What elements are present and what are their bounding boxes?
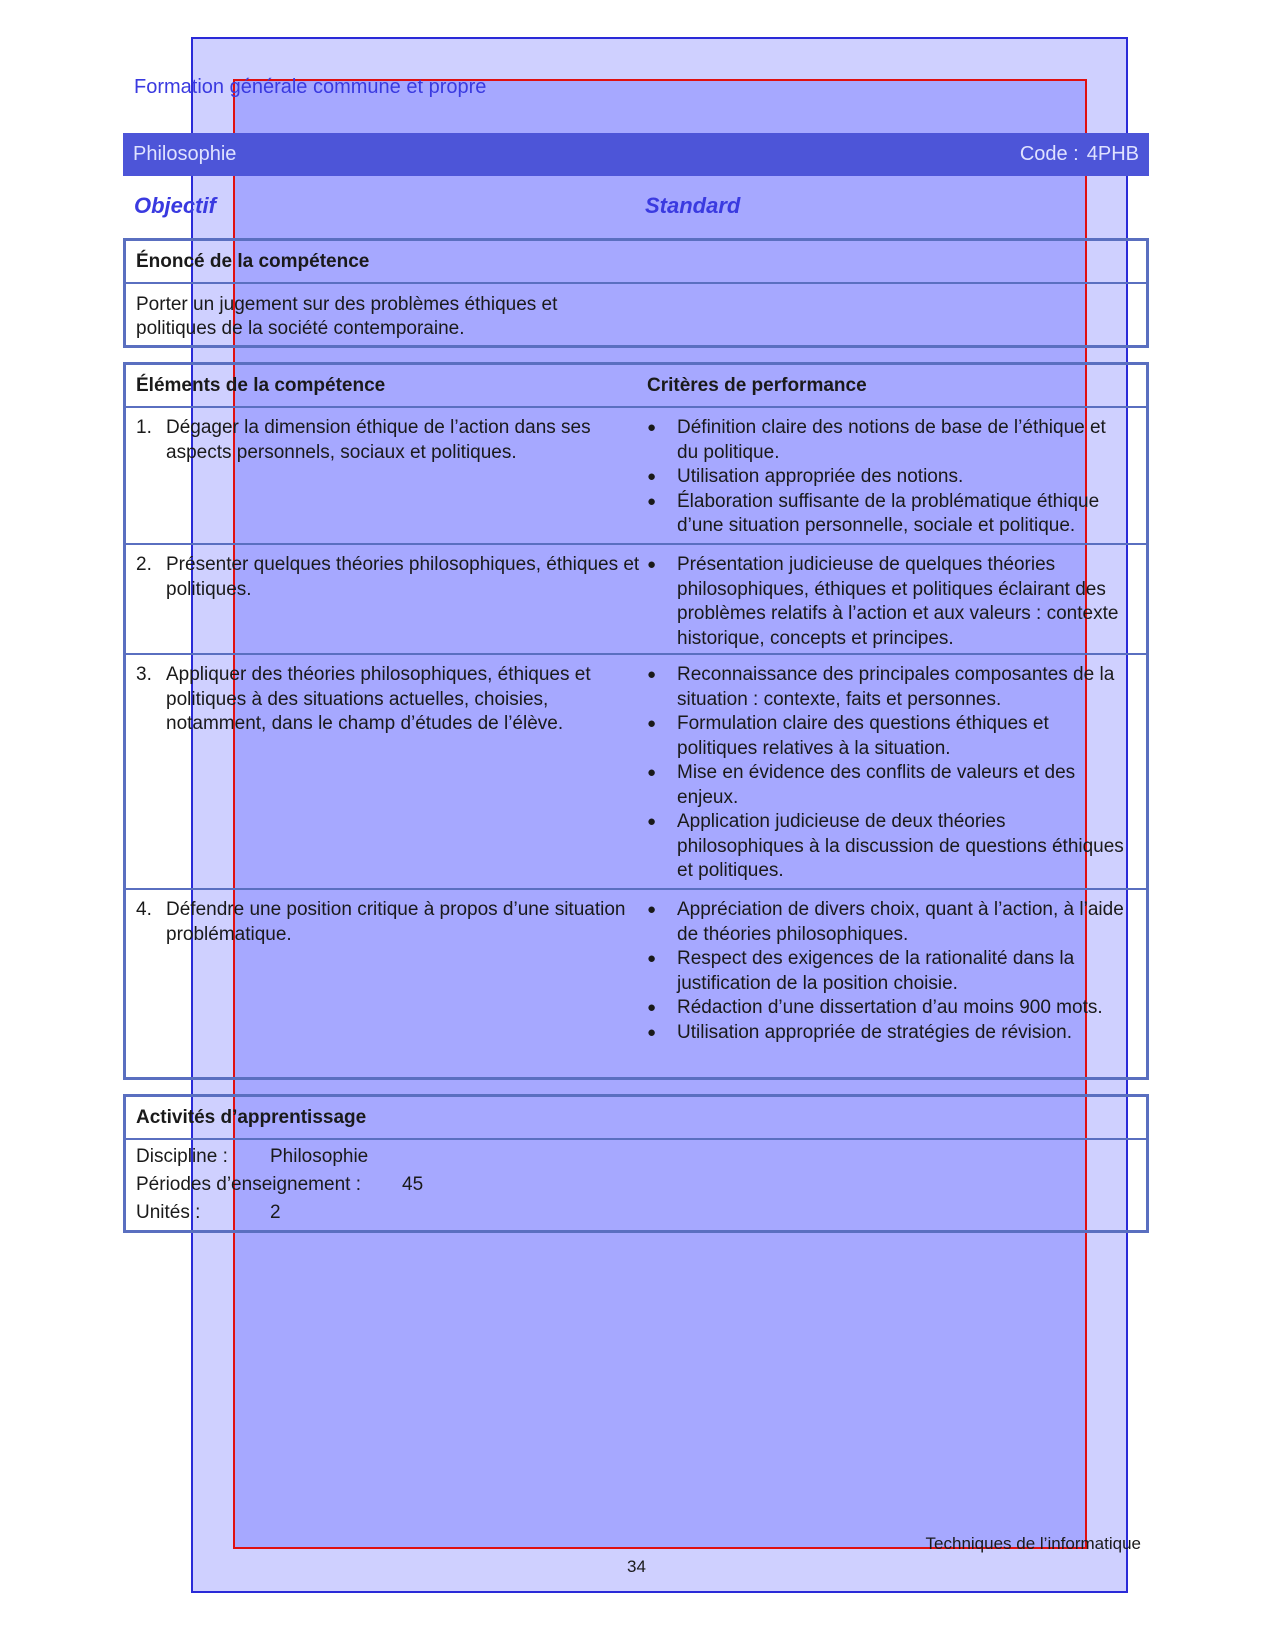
bullet-icon: ● [647, 468, 657, 485]
criteria-text: Respect des exigences de la rationalité dans la justification de la position choisie. [677, 948, 1075, 994]
table-row [126, 890, 1146, 1078]
activites-box [123, 1094, 1149, 1233]
criteria-item [647, 761, 1130, 810]
criteria-item [647, 553, 1130, 651]
criteria-list [647, 898, 1130, 1045]
standard-label: Standard [645, 193, 741, 218]
bullet-icon: ● [647, 813, 657, 830]
section-title: Formation générale commune et propre [134, 76, 487, 98]
criteria-cell [647, 663, 1136, 888]
element-number: 4. [136, 899, 152, 920]
enonce-text: Porter un jugement sur des problèmes éthiques et politiques de la société contemporaine. [136, 294, 558, 339]
element-cell [136, 416, 647, 543]
element-text: Dégager la dimension éthique de l’action dans ses aspects personnels, sociaux et politiques. [166, 417, 591, 463]
discipline-value: Philosophie [270, 1146, 369, 1167]
criteria-text: Utilisation appropriée des notions. [677, 466, 964, 487]
element-number: 1. [136, 417, 152, 438]
criteria-item [647, 416, 1130, 465]
criteria-list [647, 663, 1130, 884]
periodes-value: 45 [402, 1174, 424, 1195]
criteria-text: Présentation judicieuse de quelques théories philosophiques, éthiques et politiques éclairant des problèmes relatifs à l’action et aux valeurs : contexte historique, concepts et principes. [677, 554, 1119, 649]
discipline-line [126, 1143, 1146, 1171]
bullet-icon: ● [647, 492, 657, 510]
criteria-item [647, 996, 1130, 1021]
table-row [126, 408, 1146, 545]
criteria-text: Définition claire des notions de base de l’éthique et du politique. [677, 417, 1106, 463]
element-number: 3. [136, 664, 152, 685]
element-cell [136, 553, 647, 653]
footer-program: Techniques de l’informatique [925, 1534, 1141, 1553]
criteria-item [647, 490, 1130, 539]
competence-table [123, 362, 1149, 1080]
element-cell [136, 898, 647, 1078]
page-number: 34 [627, 1557, 646, 1576]
criteria-list [647, 553, 1130, 651]
element-text: Défendre une position critique à propos d’une situation problématique. [166, 899, 626, 945]
bullet-icon: ● [647, 764, 657, 781]
criteria-cell [647, 416, 1136, 543]
criteria-item [647, 810, 1130, 884]
criteria-list [647, 416, 1130, 539]
bullet-icon: ● [647, 901, 657, 918]
elements-column-title: Éléments de la compétence [136, 374, 386, 396]
criteria-text: Utilisation appropriée de stratégies de révision. [677, 1021, 1072, 1043]
enonce-title: Énoncé de la compétence [126, 241, 1146, 284]
criteria-item [647, 947, 1130, 996]
periodes-line [126, 1171, 1146, 1199]
course-code-value: 4PHB [1086, 143, 1139, 165]
element-number: 2. [136, 554, 152, 575]
unites-label: Unités : [136, 1202, 201, 1223]
bullet-icon: ● [647, 419, 657, 436]
criteria-column-title: Critères de performance [647, 374, 867, 396]
criteria-text: Appréciation de divers choix, quant à l’action, à l’aide de théories philosophiques. [677, 899, 1124, 945]
bullet-icon: ● [647, 950, 657, 967]
bullet-icon: ● [647, 666, 657, 683]
element-text: Présenter quelques théories philosophiques, éthiques et politiques. [166, 554, 640, 600]
bullet-icon: ● [647, 1023, 657, 1041]
bullet-icon: ● [647, 556, 657, 573]
course-code-label: Code : [1019, 143, 1079, 165]
unites-line [126, 1199, 1146, 1227]
activites-title: Activités d’apprentissage [126, 1097, 1146, 1140]
periodes-label: Périodes d’enseignement : [136, 1174, 361, 1195]
criteria-item [647, 712, 1130, 761]
criteria-item [647, 465, 1130, 490]
criteria-cell [647, 553, 1136, 653]
table-row [126, 655, 1146, 890]
enonce-box [123, 238, 1149, 348]
course-subject: Philosophie [133, 143, 237, 165]
discipline-label: Discipline : [136, 1146, 228, 1167]
criteria-item [647, 663, 1130, 712]
criteria-item [647, 1021, 1130, 1046]
competence-table-header [126, 365, 1146, 408]
table-row [126, 545, 1146, 655]
criteria-text: Reconnaissance des principales composantes de la situation : contexte, faits et personnes. [677, 664, 1115, 710]
course-code [1020, 143, 1139, 166]
bullet-icon: ● [647, 715, 657, 732]
criteria-text: Mise en évidence des conflits de valeurs et des enjeux. [677, 762, 1076, 808]
competence-rows [126, 408, 1146, 1078]
criteria-item [647, 898, 1130, 947]
criteria-cell [647, 898, 1136, 1078]
unites-value: 2 [270, 1202, 281, 1223]
criteria-text: Élaboration suffisante de la problématique éthique d’une situation personnelle, sociale et politique. [677, 490, 1100, 536]
criteria-text: Formulation claire des questions éthiques et politiques relatives à la situation. [677, 713, 1049, 759]
element-cell [136, 663, 647, 888]
bullet-icon: ● [647, 999, 657, 1016]
criteria-text: Rédaction d’une dissertation d’au moins 900 mots. [677, 997, 1103, 1018]
element-text: Appliquer des théories philosophiques, éthiques et politiques à des situations actuelles, choisies, notamment, dans le champ d’études de l’élève. [166, 664, 591, 734]
objective-label: Objectif [134, 193, 216, 218]
course-header-bar [123, 133, 1149, 176]
criteria-text: Application judicieuse de deux théories philosophiques à la discussion de questions éthiques et politiques. [677, 811, 1124, 881]
